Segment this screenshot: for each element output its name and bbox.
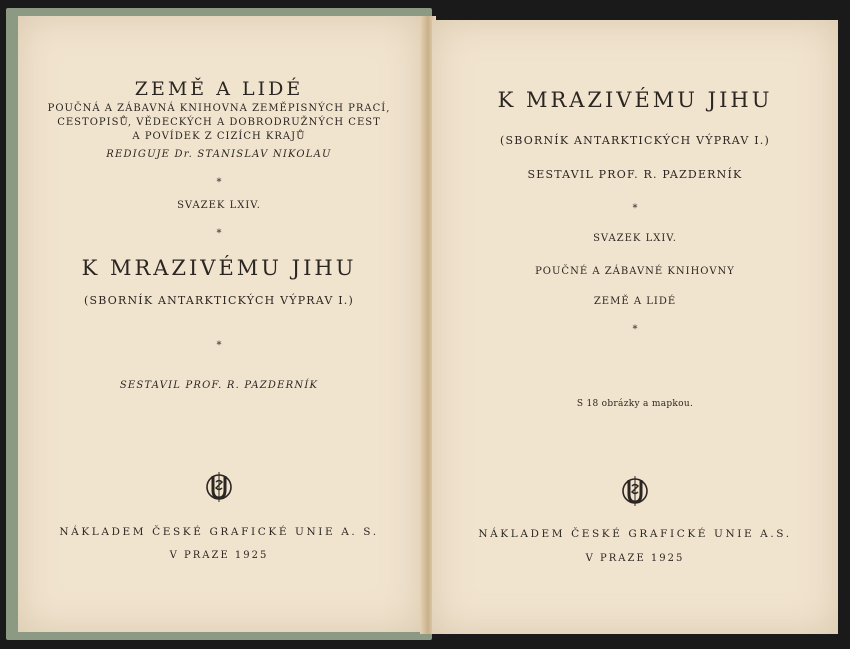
left-page xyxy=(18,16,420,632)
ornament-star: * xyxy=(632,324,638,335)
publisher-imprint: NÁKLADEM ČESKÉ GRAFICKÉ UNIE A.S. xyxy=(478,528,792,540)
editor-line: REDIGUJE Dr. STANISLAV NIKOLAU xyxy=(106,149,332,160)
series-line-2: ZEMĚ A LIDÉ xyxy=(593,296,677,307)
series-line-1: POUČNÉ A ZÁBAVNÉ KNIHOVNY xyxy=(535,266,735,277)
ornament-star: * xyxy=(216,177,222,188)
series-subtitle-line-2: CESTOPISŮ, VĚDECKÝCH A DOBRODRUŽNÝCH CEST xyxy=(57,117,381,128)
place-year: V PRAZE 1925 xyxy=(169,550,269,561)
illustrations-note: S 18 obrázky a mapkou. xyxy=(576,399,694,409)
book-subtitle: (SBORNÍK ANTARKTICKÝCH VÝPRAV I.) xyxy=(500,134,770,147)
right-page xyxy=(432,20,838,634)
series-title: ZEMĚ A LIDÉ xyxy=(134,78,304,100)
place-year: V PRAZE 1925 xyxy=(585,553,685,564)
publisher-imprint: NÁKLADEM ČESKÉ GRAFICKÉ UNIE A. S. xyxy=(59,526,379,538)
compiler-line: SESTAVIL PROF. R. PAZDERNÍK xyxy=(119,380,319,391)
publisher-monogram-icon xyxy=(205,470,233,504)
volume-number: SVAZEK LXIV. xyxy=(593,233,677,244)
ornament-star: * xyxy=(216,340,222,351)
ornament-star: * xyxy=(216,228,222,239)
compiler-line: SESTAVIL PROF. R. PAZDERNÍK xyxy=(527,168,743,181)
volume-number: SVAZEK LXIV. xyxy=(177,200,261,211)
publisher-monogram-icon xyxy=(621,474,649,508)
ornament-star: * xyxy=(632,203,638,214)
series-subtitle-line-3: A POVÍDEK Z CIZÍCH KRAJŮ xyxy=(132,131,306,142)
series-subtitle-line-1: POUČNÁ A ZÁBAVNÁ KNIHOVNA ZEMĚPISNÝCH PRACÍ, xyxy=(47,103,391,114)
book-title: K MRAZIVÉMU JIHU xyxy=(81,256,357,280)
book-title: K MRAZIVÉMU JIHU xyxy=(497,88,773,112)
book-subtitle: (SBORNÍK ANTARKTICKÝCH VÝPRAV I.) xyxy=(84,294,354,307)
